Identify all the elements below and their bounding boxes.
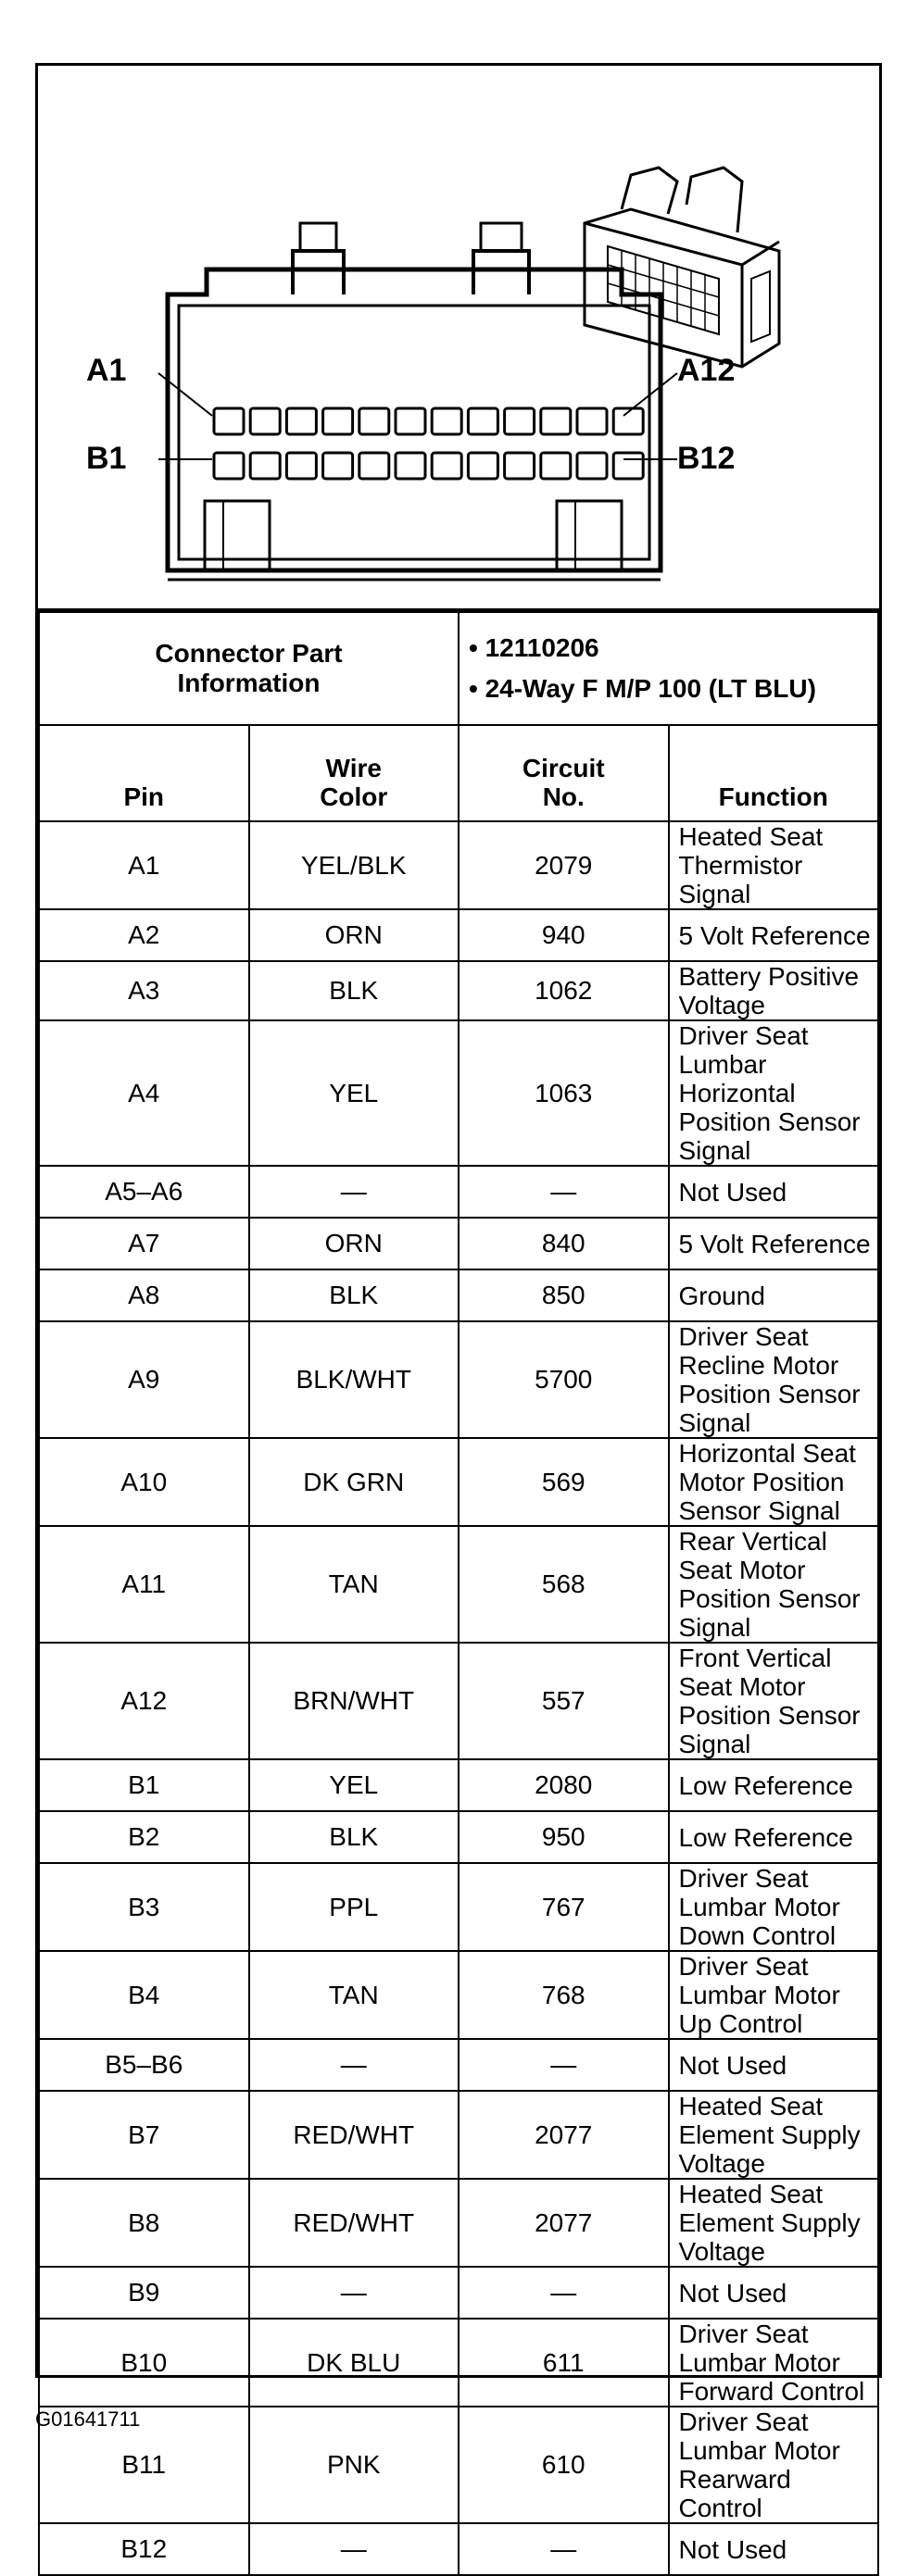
function-cell: 5 Volt Reference <box>669 1218 879 1269</box>
table-row <box>39 909 878 961</box>
col-header-function: Function <box>669 725 879 821</box>
cpi-label-line1: Connector Part <box>155 639 343 668</box>
table-row <box>39 2523 878 2575</box>
cavity-a5 <box>359 408 389 434</box>
function-cell: Driver Seat Lumbar Horizontal Position Sensor Signal <box>669 1020 879 1166</box>
table-row <box>39 1438 878 1526</box>
pin-cell: A12 <box>39 1643 249 1759</box>
function-cell: Heated Seat Element Supply Voltage <box>669 2091 879 2179</box>
wire-color-cell: YEL/BLK <box>249 821 460 909</box>
cavity-b12 <box>613 453 643 479</box>
function-cell: Not Used <box>669 2039 879 2091</box>
pin-cell: B10 <box>39 2319 249 2407</box>
cavity-b8 <box>468 453 497 479</box>
cavity-a6 <box>396 408 425 434</box>
figure-caption: G01641711 <box>35 2407 141 2431</box>
circuit-no-cell: 557 <box>459 1643 669 1759</box>
function-cell: Not Used <box>669 2267 879 2319</box>
function-cell: Low Reference <box>669 1811 879 1863</box>
pin-cell: A5–A6 <box>39 1166 249 1218</box>
circuit-no-cell: 1063 <box>459 1020 669 1166</box>
function-cell: Rear Vertical Seat Motor Position Sensor Signal <box>669 1526 879 1643</box>
table-row <box>39 2319 878 2407</box>
connector-part-info-label <box>39 612 459 725</box>
circuit-no-cell: 568 <box>459 1526 669 1643</box>
pin-label-a1: A1 <box>86 353 127 388</box>
wire-color-cell: TAN <box>249 1526 460 1643</box>
circuit-no-cell: 2077 <box>459 2091 669 2179</box>
circuit-no-cell: 2080 <box>459 1759 669 1811</box>
function-cell: Not Used <box>669 2523 879 2575</box>
wire-color-cell: DK BLU <box>249 2319 460 2407</box>
connector-part-info-values <box>459 612 878 725</box>
cavity-b1 <box>214 453 244 479</box>
wire-color-cell: — <box>249 2267 460 2319</box>
function-cell: Heated Seat Thermistor Signal <box>669 821 879 909</box>
connector-diagram <box>38 66 879 611</box>
connector-description: • 24-Way F M/P 100 (LT BLU) <box>469 674 816 703</box>
table-row <box>39 1166 878 1218</box>
wire-color-cell: RED/WHT <box>249 2179 460 2267</box>
cavity-a4 <box>323 408 353 434</box>
connector-part-info-row <box>39 612 878 725</box>
cavity-b6 <box>396 453 425 479</box>
pin-cell: B9 <box>39 2267 249 2319</box>
table-row <box>39 961 878 1020</box>
cavity-a1 <box>214 408 244 434</box>
connector-face <box>168 223 661 580</box>
circuit-no-cell: 2077 <box>459 2179 669 2267</box>
cavity-a3 <box>286 408 316 434</box>
pin-cell: A10 <box>39 1438 249 1526</box>
circuit-no-cell: 768 <box>459 1951 669 2039</box>
pin-cell: A3 <box>39 961 249 1020</box>
cpi-label-line2: Information <box>177 669 321 697</box>
wire-color-cell: BLK/WHT <box>249 1321 460 1438</box>
pin-cell: A7 <box>39 1218 249 1269</box>
table-row <box>39 1321 878 1438</box>
pin-cell: B5–B6 <box>39 2039 249 2091</box>
circuit-no-cell: 850 <box>459 1269 669 1321</box>
cavity-a10 <box>541 408 571 434</box>
cavity-a7 <box>432 408 461 434</box>
table-row <box>39 1863 878 1951</box>
cavity-b3 <box>286 453 316 479</box>
function-cell: Not Used <box>669 1166 879 1218</box>
cavity-a11 <box>577 408 607 434</box>
cavity-b9 <box>505 453 535 479</box>
table-row <box>39 1951 878 2039</box>
pin-cell: B7 <box>39 2091 249 2179</box>
col-header-wire-color: Wire Color <box>249 725 460 821</box>
function-cell: Driver Seat Lumbar Motor Up Control <box>669 1951 879 2039</box>
pin-cell: A1 <box>39 821 249 909</box>
pin-label-a12: A12 <box>677 353 736 388</box>
pin-cell: A8 <box>39 1269 249 1321</box>
circuit-no-cell: — <box>459 2523 669 2575</box>
table-row <box>39 821 878 909</box>
cavity-a9 <box>505 408 535 434</box>
table-row <box>39 1759 878 1811</box>
part-number: • 12110206 <box>469 633 599 662</box>
table-row <box>39 2039 878 2091</box>
wire-color-cell: DK GRN <box>249 1438 460 1526</box>
cavity-a2 <box>250 408 280 434</box>
circuit-no-cell: 2079 <box>459 821 669 909</box>
pin-cell: A11 <box>39 1526 249 1643</box>
circuit-no-cell: 1062 <box>459 961 669 1020</box>
wire-color-cell: — <box>249 2039 460 2091</box>
function-cell: Driver Seat Lumbar Motor Down Control <box>669 1863 879 1951</box>
pin-label-b1: B1 <box>86 441 127 476</box>
pin-cell: B11 <box>39 2407 249 2523</box>
circuit-no-cell: 569 <box>459 1438 669 1526</box>
function-cell: Heated Seat Element Supply Voltage <box>669 2179 879 2267</box>
table-row <box>39 1811 878 1863</box>
wire-color-cell: TAN <box>249 1951 460 2039</box>
pin-cell: B1 <box>39 1759 249 1811</box>
pin-label-b12: B12 <box>677 441 736 476</box>
cavity-b7 <box>432 453 461 479</box>
table-row <box>39 2091 878 2179</box>
function-cell: Ground <box>669 1269 879 1321</box>
table-row <box>39 2407 878 2523</box>
pin-cell: A2 <box>39 909 249 961</box>
wire-color-cell: BLK <box>249 1269 460 1321</box>
pin-cell: A4 <box>39 1020 249 1166</box>
connector-3d-icon <box>585 168 779 367</box>
pin-cell: B2 <box>39 1811 249 1863</box>
circuit-no-cell: 767 <box>459 1863 669 1951</box>
circuit-no-cell: — <box>459 2039 669 2091</box>
wire-color-cell: BLK <box>249 1811 460 1863</box>
function-cell: 5 Volt Reference <box>669 909 879 961</box>
cavity-b10 <box>541 453 571 479</box>
table-row <box>39 1643 878 1759</box>
function-cell: Low Reference <box>669 1759 879 1811</box>
function-cell: Battery Positive Voltage <box>669 961 879 1020</box>
circuit-no-cell: 610 <box>459 2407 669 2523</box>
pin-cell: B12 <box>39 2523 249 2575</box>
wire-color-cell: PNK <box>249 2407 460 2523</box>
table-row <box>39 1269 878 1321</box>
pin-cell: B8 <box>39 2179 249 2267</box>
cavity-b2 <box>250 453 280 479</box>
connector-drawing <box>38 66 879 608</box>
function-cell: Driver Seat Recline Motor Position Sensor Signal <box>669 1321 879 1438</box>
circuit-no-cell: — <box>459 2267 669 2319</box>
pin-cell: A9 <box>39 1321 249 1438</box>
wire-color-cell: BRN/WHT <box>249 1643 460 1759</box>
cavity-a8 <box>468 408 497 434</box>
table-header-row <box>39 725 878 821</box>
cavity-b4 <box>323 453 353 479</box>
circuit-no-cell: 611 <box>459 2319 669 2407</box>
circuit-no-cell: 840 <box>459 1218 669 1269</box>
cavity-rows <box>214 408 643 479</box>
circuit-no-cell: 940 <box>459 909 669 961</box>
wire-color-cell: ORN <box>249 909 460 961</box>
wire-color-cell: YEL <box>249 1020 460 1166</box>
wire-color-cell: RED/WHT <box>249 2091 460 2179</box>
col-header-pin: Pin <box>39 725 249 821</box>
function-cell: Horizontal Seat Motor Position Sensor Signal <box>669 1438 879 1526</box>
function-cell: Driver Seat Lumbar Motor Rearward Control <box>669 2407 879 2523</box>
table-row <box>39 1020 878 1166</box>
pin-leaders <box>158 373 677 459</box>
table-row <box>39 2267 878 2319</box>
table-row <box>39 1526 878 1643</box>
pin-cell: B4 <box>39 1951 249 2039</box>
table-row <box>39 2179 878 2267</box>
circuit-no-cell: — <box>459 1166 669 1218</box>
pinout-table <box>38 611 879 2576</box>
cavity-b11 <box>577 453 607 479</box>
circuit-no-cell: 5700 <box>459 1321 669 1438</box>
cavity-b5 <box>359 453 389 479</box>
wire-color-cell: — <box>249 2523 460 2575</box>
wire-color-cell: PPL <box>249 1863 460 1951</box>
function-cell: Driver Seat Lumbar Motor Forward Control <box>669 2319 879 2407</box>
circuit-no-cell: 950 <box>459 1811 669 1863</box>
function-cell: Front Vertical Seat Motor Position Sensor Signal <box>669 1643 879 1759</box>
wire-color-cell: ORN <box>249 1218 460 1269</box>
pin-cell: B3 <box>39 1863 249 1951</box>
table-row <box>39 1218 878 1269</box>
col-header-circuit-no: Circuit No. <box>459 725 669 821</box>
wire-color-cell: BLK <box>249 961 460 1020</box>
wire-color-cell: YEL <box>249 1759 460 1811</box>
wire-color-cell: — <box>249 1166 460 1218</box>
